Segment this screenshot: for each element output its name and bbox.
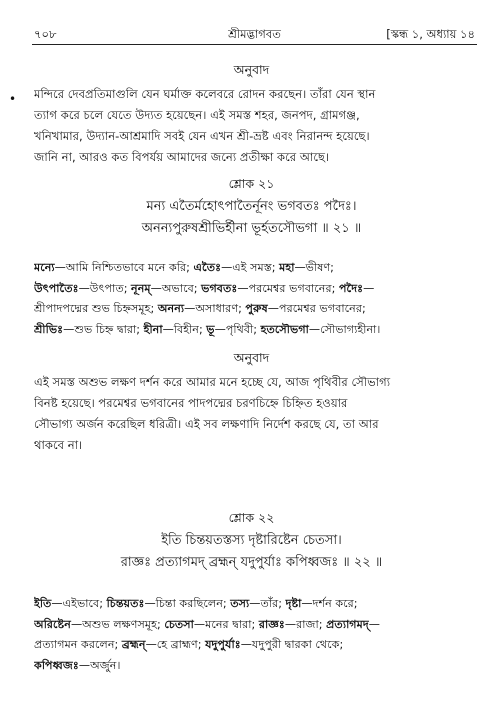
term-meaning: —অসাধারণ; <box>184 302 246 315</box>
book-title: শ্রীমদ্ভাগবত <box>228 27 281 41</box>
synonym-line <box>34 615 475 636</box>
synonyms-21 <box>34 258 475 340</box>
sanskrit-term: পুরুষ <box>245 302 268 315</box>
verse-22 <box>0 530 503 574</box>
sanskrit-term: কপিধ্বজঃ <box>34 658 79 672</box>
term-meaning: —এইভাবে; <box>51 597 107 610</box>
term-meaning: শ্রীপাদপদ্মের শুভ চিহ্নসমূহ; <box>34 302 158 315</box>
translation-line: ত্যাগ করে চলে যেতে উদ্যত হয়েছেন। এই সমস্ত শহর, জনপদ, গ্রামগঞ্জ, <box>34 108 360 122</box>
translation-line: থাকবে না। <box>34 438 83 452</box>
synonym-line <box>34 656 475 677</box>
term-meaning: —রাজা; <box>284 617 327 631</box>
translation-line: বিনষ্ট হয়েছে। পরমেশ্বর ভগবানের পাদপদ্মের চরণচিহ্নে চিহ্নিত হওয়ার <box>34 396 348 410</box>
term-meaning: — <box>368 617 380 631</box>
sanskrit-term: প্রত্যাগমদ্ <box>326 617 369 631</box>
verse-21 <box>0 196 503 240</box>
sanskrit-term: ভগবতঃ <box>201 281 238 295</box>
page-header <box>34 26 475 46</box>
sanskrit-term: হীনা <box>143 322 163 336</box>
term-meaning: —শুভ চিহ্ন দ্বারা; <box>63 322 144 336</box>
sanskrit-term: হতসৌভগা <box>260 322 309 336</box>
translation-line: সৌভাগ্য অর্জন করেছিল ধরিত্রী। এই সব লক্ষণাদি নির্দেশ করছে যে, তা আর <box>34 417 379 431</box>
term-meaning: —অর্জুন। <box>78 658 121 672</box>
synonym-line <box>34 279 475 300</box>
translation-paragraph-2 <box>34 372 475 456</box>
translation-line: মন্দিরে দেবপ্রতিমাগুলি যেন ঘর্মাক্ত কলেবরে রোদন করছেন। তাঁরা যেন স্থান <box>34 87 376 101</box>
term-meaning: —অশুভ লক্ষণসমূহ; <box>70 617 165 631</box>
term-meaning: —এই সমস্ত; <box>221 261 280 274</box>
sanskrit-term: উৎপাতৈঃ <box>34 281 79 295</box>
synonym-line <box>34 299 475 320</box>
sanskrit-term: ব্রহ্মন্ <box>121 638 146 651</box>
translation-heading-1: অনুবাদ <box>233 62 270 77</box>
term-meaning: —পরমেশ্বর ভগবানের; <box>237 281 339 295</box>
translation-line: জানি না, আরও কত বিপর্যয় আমাদের জন্যে প্রতীক্ষা করে আছে। <box>34 150 330 164</box>
sanskrit-term: দৃষ্টা <box>285 597 302 610</box>
term-meaning: প্রত্যাগমন করলেন; <box>34 638 122 651</box>
term-meaning: —ভীষণ; <box>294 261 334 274</box>
synonym-line <box>34 258 475 279</box>
sanskrit-term: মন্যে <box>34 261 55 274</box>
page-number: ৭০৮ <box>34 27 57 41</box>
term-meaning: —হে ব্রাহ্মণ; <box>145 638 206 651</box>
sanskrit-term: ভূ <box>206 322 215 336</box>
section-reference: [স্কন্ধ ১, অধ্যায় ১৪ <box>386 27 475 41</box>
term-meaning: —যদুপুরী দ্বারকা থেকে; <box>240 638 344 651</box>
term-meaning: —অভাবে; <box>150 281 202 295</box>
term-meaning: —পৃথিবী; <box>214 322 261 336</box>
term-meaning: —উৎপাত; <box>78 281 132 295</box>
term-meaning: —দর্শন করে; <box>301 597 358 610</box>
translation-line: খনিখামার, উদ্যান-আশ্রমাদি সবই যেন এখন শ্রী-ভ্রষ্ট এবং নিরানন্দ হয়েছে। <box>34 129 370 143</box>
verse-heading-21: শ্লোক ২১ <box>228 176 275 191</box>
verse-line: মন্য এতৈর্মহোৎপাতৈর্নূনং ভগবতঃ পদৈঃ। <box>146 199 357 214</box>
synonym-line <box>34 594 475 615</box>
verse-line: রাজ্ঞঃ প্রত্যাগমদ্ ব্রহ্মন্ যদুপুর্যাঃ কপিধ্বজঃ ॥ ২২ ॥ <box>120 555 383 570</box>
sanskrit-term: পদৈঃ <box>338 281 364 295</box>
term-meaning: —তাঁর; <box>249 597 286 610</box>
term-meaning: —পরমেশ্বর ভগবানের; <box>267 302 366 315</box>
sanskrit-term: শ্রীভিঃ <box>34 322 64 336</box>
sanskrit-term: চিন্তয়তঃ <box>106 597 145 610</box>
sanskrit-term: চেতসা <box>164 617 194 631</box>
synonyms-22 <box>34 594 475 676</box>
sanskrit-term: তস্য <box>230 597 250 610</box>
sanskrit-term: মহা <box>279 261 295 274</box>
sanskrit-term: অনন্য <box>157 302 185 315</box>
sanskrit-term: এতৈঃ <box>193 261 222 274</box>
synonym-line <box>34 635 475 656</box>
synonym-line <box>34 320 475 341</box>
sanskrit-term: নূনম্ <box>131 281 151 295</box>
sanskrit-term: ইতি <box>34 597 52 610</box>
translation-heading-2: অনুবাদ <box>233 350 270 365</box>
sanskrit-term: যদুপুর্যাঃ <box>205 638 241 651</box>
term-meaning: — <box>363 281 375 295</box>
term-meaning: —চিন্তা করছিলেন; <box>144 597 231 610</box>
term-meaning: —সৌভাগ্যহীনা। <box>308 322 381 336</box>
header-rule <box>32 44 477 45</box>
translation-line: এই সমস্ত অশুভ লক্ষণ দর্শন করে আমার মনে হচ্ছে যে, আজ পৃথিবীর সৌভাগ্য <box>34 375 391 389</box>
term-meaning: —বিহীন; <box>162 322 207 336</box>
verse-line: ইতি চিন্তয়তস্তস্য দৃষ্টারিষ্টেন চেতসা। <box>161 533 342 548</box>
translation-paragraph-1 <box>34 84 475 168</box>
margin-dot: • <box>9 92 17 106</box>
sanskrit-term: রাজ্ঞঃ <box>258 617 285 631</box>
sanskrit-term: অরিষ্টেন <box>34 617 71 631</box>
term-meaning: —আমি নিশ্চিতভাবে মনে করি; <box>54 261 194 274</box>
verse-line: অনন্যপুরুষশ্রীভির্হীনা ভূর্হতসৌভগা ॥ ২১ ॥ <box>141 221 362 236</box>
verse-heading-22: শ্লোক ২২ <box>228 510 275 525</box>
term-meaning: —মনের দ্বারা; <box>193 617 259 631</box>
